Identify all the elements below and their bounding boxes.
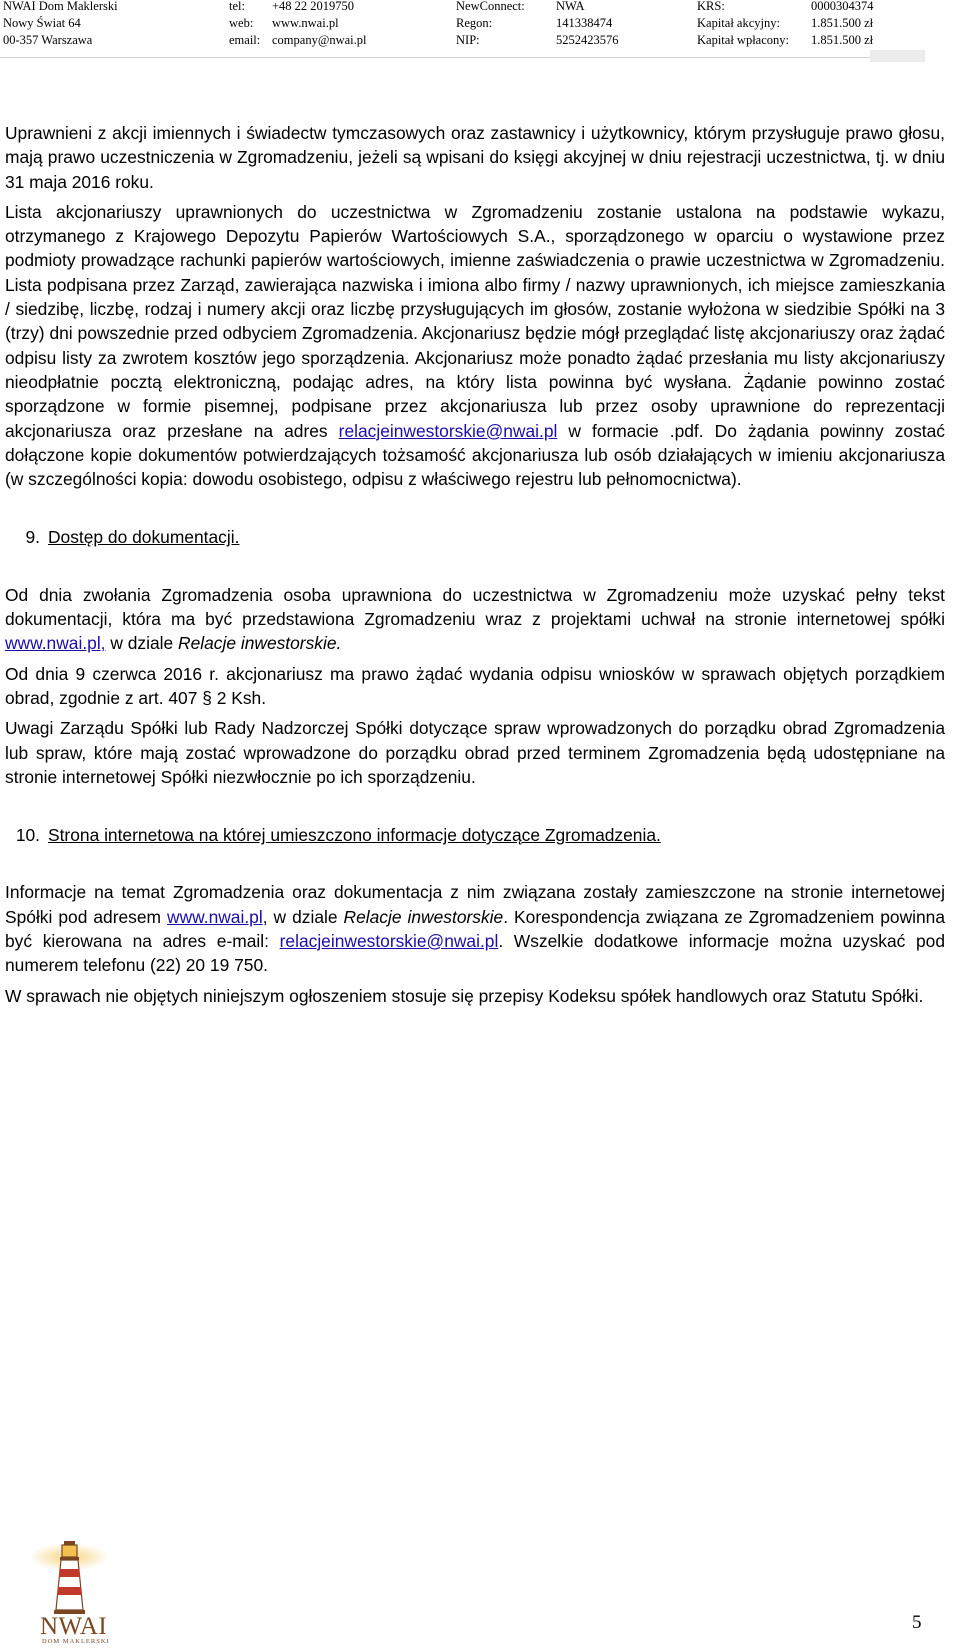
section-number: 10. — [15, 825, 40, 846]
nwai-logo — [14, 1535, 124, 1647]
website-info-text-4: . Wszelkie dodatkowe informacje można uzyskać pod numerem telefonu (22) 20 19 750. — [5, 931, 946, 976]
paragraph-final-provisions: W sprawach nie objętych niniejszym ogłoszeniem stosuje się przepisy Kodeksu spółek handlowych oraz Statutu Spółki. — [5, 985, 924, 1006]
web-link[interactable]: www.nwai.pl — [272, 16, 339, 30]
email-label: email: — [229, 33, 261, 47]
share-capital-label: Kapitał akcyjny: — [697, 16, 780, 30]
shareholder-list-text-cont: w formacie .pdf. Do żądania powinny zostać dołączone kopie dokumentów potwierdzających tożsamość akcjonariusza lub osób działających w imieniu akcjonariusza (w szczególności kopia: dowodu osobistego, odpisu z właściwego rejestru lub pełnomocnictwa). — [5, 420, 945, 490]
nip-label: NIP: — [456, 33, 480, 47]
logo-wordmark: NWAI — [40, 1613, 108, 1640]
section-title: Strona internetowa na której umieszczono informacje dotyczące Zgromadzenia. — [48, 825, 661, 846]
paragraph-shareholder-list — [5, 200, 945, 492]
paragraph-website-info — [5, 880, 945, 977]
paragraph-motions-copy: Od dnia 9 czerwca 2016 r. akcjonariusz ma prawo żądać wydania odpisu wniosków w sprawach objętych porządkiem obrad, zgodnie z art. 407 § 2 Ksh. — [5, 663, 945, 708]
shareholder-list-text: Lista akcjonariuszy uprawnionych do uczestnictwa w Zgromadzeniu zostanie ustalona na podstawie wykazu, otrzymanego z Krajowego Depozytu Papierów Wartościowych S.A., sporządzonego w oparciu o wystawione przez podmioty prowadzące rachunki papierów wartościowych, imienne zaświadczenia o prawie uczestnictwa w Zgromadzeniu. Lista podpisana przez Zarząd, zawierająca nazwiska i imiona albo firmy / nazwy uprawnionych, ich miejsce zamieszkania / siedzibę, liczbę, rodzaj i numery akcji oraz liczbę przysługujących im głosów, zostanie wyłożona w siedzibie Spółki na 3 (trzy) dni powszednie przed odbyciem Zgromadzenia. Akcjonariusz będzie mógł przeglądać listę akcjonariuszy oraz żądać odpisu listy za zwrotem kosztów jego sporządzenia. Akcjonariusz może ponadto żądać przesłania mu listy akcjonariuszy nieodpłatnie pocztą elektroniczną, podając adres, na który lista powinna być wysłana. Żądanie powinno zostać sporządzone w formie pisemnej, podpisane przez akcjonariusza lub przez osoby uprawnione do reprezentacji akcjonariusza oraz przesłane na adres — [5, 201, 945, 441]
letterhead — [0, 0, 960, 62]
section-title: Dostęp do dokumentacji. — [48, 527, 240, 548]
paid-capital-label: Kapitał wpłacony: — [697, 33, 789, 47]
email-link[interactable]: company@nwai.pl — [272, 33, 367, 47]
web-label: web: — [229, 16, 254, 30]
address-city: 00-357 Warszawa — [3, 33, 93, 47]
phone-value: +48 22 2019750 — [272, 0, 355, 13]
address-street: Nowy Świat 64 — [3, 16, 81, 30]
paragraph-eligibility: Uprawnieni z akcji imiennych i świadectw tymczasowych oraz zastawnicy i użytkownicy, którym przysługuje prawo głosu, mają prawo uczestniczenia w Zgromadzeniu, jeżeli są wpisani do księgi akcyjnej w dniu rejestracji uczestnictwa, tj. w dniu 31 maja 2016 roku. — [5, 123, 945, 192]
documentation-text-cont: w dziale — [105, 633, 179, 654]
page-number: 5 — [912, 1612, 922, 1633]
company-name: NWAI Dom Maklerski — [3, 0, 118, 13]
paragraph-board-remarks: Uwagi Zarządu Spółki lub Rady Nadzorczej Spółki dotyczące spraw wprowadzonych do porządku obrad Zgromadzenia lub spraw, które mają zostać wprowadzone do porządku obrad przed terminem Zgromadzenia będą udostępniane na stronie internetowej Spółki niezwłocznie po ich sporządzeniu. — [5, 718, 945, 787]
document-body — [5, 121, 945, 1008]
email-link[interactable]: relacjeinwestorskie@nwai.pl — [338, 420, 558, 441]
regon-value: 141338474 — [556, 16, 613, 30]
website-link[interactable]: www.nwai.pl, — [5, 633, 106, 654]
section-heading-10 — [5, 823, 945, 847]
section-number: 9. — [25, 527, 40, 548]
regon-label: Regon: — [456, 16, 493, 30]
section-heading-9 — [5, 525, 945, 549]
newconnect-value: NWA — [556, 0, 585, 13]
paid-capital-value: 1.851.500 zł — [811, 33, 874, 47]
email-link[interactable]: relacjeinwestorskie@nwai.pl — [279, 931, 499, 952]
header-corner-tab — [870, 50, 925, 62]
krs-value: 0000304374 — [811, 0, 874, 13]
nip-value: 5252423576 — [556, 33, 619, 47]
logo-subtitle: DOM MAKLERSKI — [42, 1638, 110, 1645]
website-info-text-3: . Korespondencja związana ze Zgromadzeniem powinna być kierowana na adres e-mail: — [5, 906, 946, 952]
phone-label: tel: — [229, 0, 245, 13]
documentation-text: Od dnia zwołania Zgromadzenia osoba uprawniona do uczestnictwa w Zgromadzeniu może uzyskać pełny tekst dokumentacji, która ma być przedstawiona Zgromadzeniu wraz z projektami uchwał na stronie internetowej spółki — [5, 584, 945, 630]
lighthouse-icon — [14, 1535, 124, 1615]
share-capital-value: 1.851.500 zł — [811, 16, 874, 30]
website-info-text: Informacje na temat Zgromadzenia oraz dokumentacja z nim związana zostały zamieszczone na stronie internetowej Spółki pod adresem — [5, 882, 945, 927]
investor-relations-label: Relacje inwestorskie — [343, 906, 504, 927]
website-info-text-2: , w dziale — [262, 906, 344, 927]
newconnect-label: NewConnect: — [456, 0, 525, 13]
website-link[interactable]: www.nwai.pl — [167, 906, 263, 927]
investor-relations-label: Relacje inwestorskie. — [178, 633, 342, 654]
paragraph-documentation — [5, 583, 945, 656]
krs-label: KRS: — [697, 0, 725, 13]
header-divider — [0, 57, 870, 58]
